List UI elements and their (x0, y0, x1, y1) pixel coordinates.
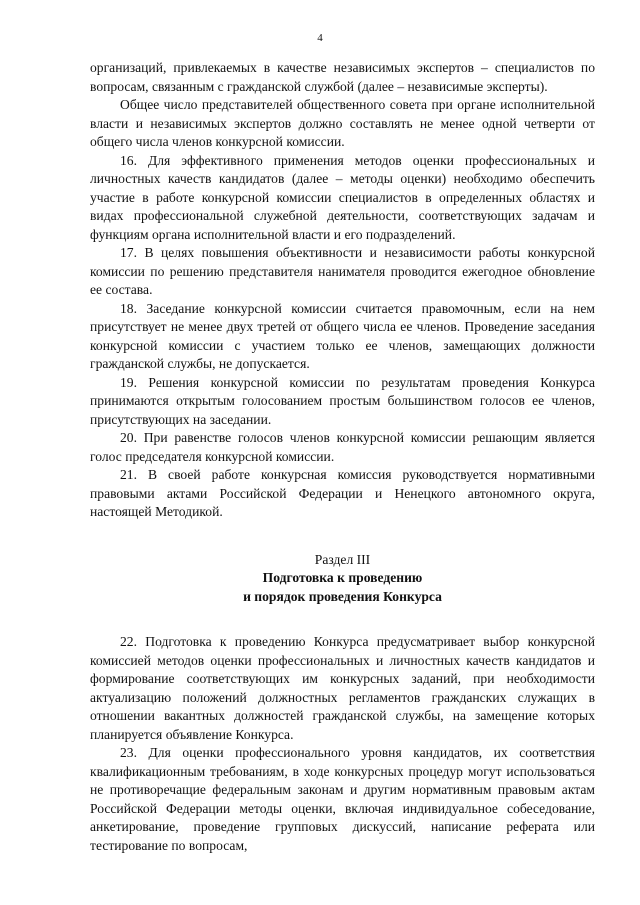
paragraph: 22. Подготовка к проведению Конкурса предусматривает выбор конкурсной комиссией методов оценки профессиональных и личностных качеств кандидатов и формирование соответствующих им конкурсных заданий, при необходимости актуализацию положений должностных регламентов гражданских служащих в отношении вакантных должностей гражданской службы, на замещение которых планируется объявление Конкурса. (90, 634, 595, 742)
paragraph: Общее число представителей общественного совета при органе исполнительной власти и независимых экспертов должно составлять не менее одной четверти от общего числа членов конкурсной комиссии. (90, 97, 595, 149)
paragraph: 20. При равенстве голосов членов конкурсной комиссии решающим является голос председателя конкурсной комиссии. (90, 430, 595, 464)
page-number: 4 (317, 32, 323, 44)
paragraphs-before-section (90, 59, 595, 522)
paragraph: 19. Решения конкурсной комиссии по результатам проведения Конкурса принимаются открытым голосованием простым большинством голосов ее членов, присутствующих на заседании. (90, 374, 595, 427)
section-title-line-2: и порядок проведения Конкурса (243, 588, 442, 604)
document-body (90, 59, 595, 855)
section-heading (90, 551, 595, 607)
paragraph: 16. Для эффективного применения методов оценки профессиональных и личностных качеств кандидатов (далее – методы оценки) необходимо обеспечить участие в работе конкурсной комиссии специалистов в определенных областях и видах профессиональной служебной деятельности, соответствующих задачам и функциям органа исполнительной власти и его подразделений. (90, 152, 595, 242)
section-number: Раздел III (314, 551, 371, 567)
paragraph: 23. Для оценки профессионального уровня кандидатов, их соответствия квалификационным требованиям, в ходе конкурсных процедур могут использоваться не противоречащие федеральным законам и другим нормативным правовым актам Российской Федерации методы оценки, включая индивидуальное собеседование, анкетирование, проведение групповых дискуссий, написание реферата или тестирование по вопросам, (90, 745, 595, 853)
paragraphs-after-section (90, 633, 595, 855)
paragraph: 21. В своей работе конкурсная комиссия руководствуется нормативными правовыми актами Российской Федерации и Ненецкого автономного округа, настоящей Методикой. (90, 467, 595, 519)
paragraph: 17. В целях повышения объективности и независимости работы конкурсной комиссии по решению представителя нанимателя проводится ежегодное обновление ее состава. (90, 245, 595, 297)
paragraph: 18. Заседание конкурсной комиссии считается правомочным, если на нем присутствует не менее двух третей от общего числа ее членов. Проведение заседания конкурсной комиссии с участием только ее членов, замещающих должности гражданской службы, не допускается. (90, 300, 595, 371)
section-title-line-1: Подготовка к проведению (262, 570, 423, 585)
paragraph: организаций, привлекаемых в качестве независимых экспертов – специалистов по вопросам, связанным с гражданской службой (далее – независимые эксперты). (90, 60, 595, 94)
